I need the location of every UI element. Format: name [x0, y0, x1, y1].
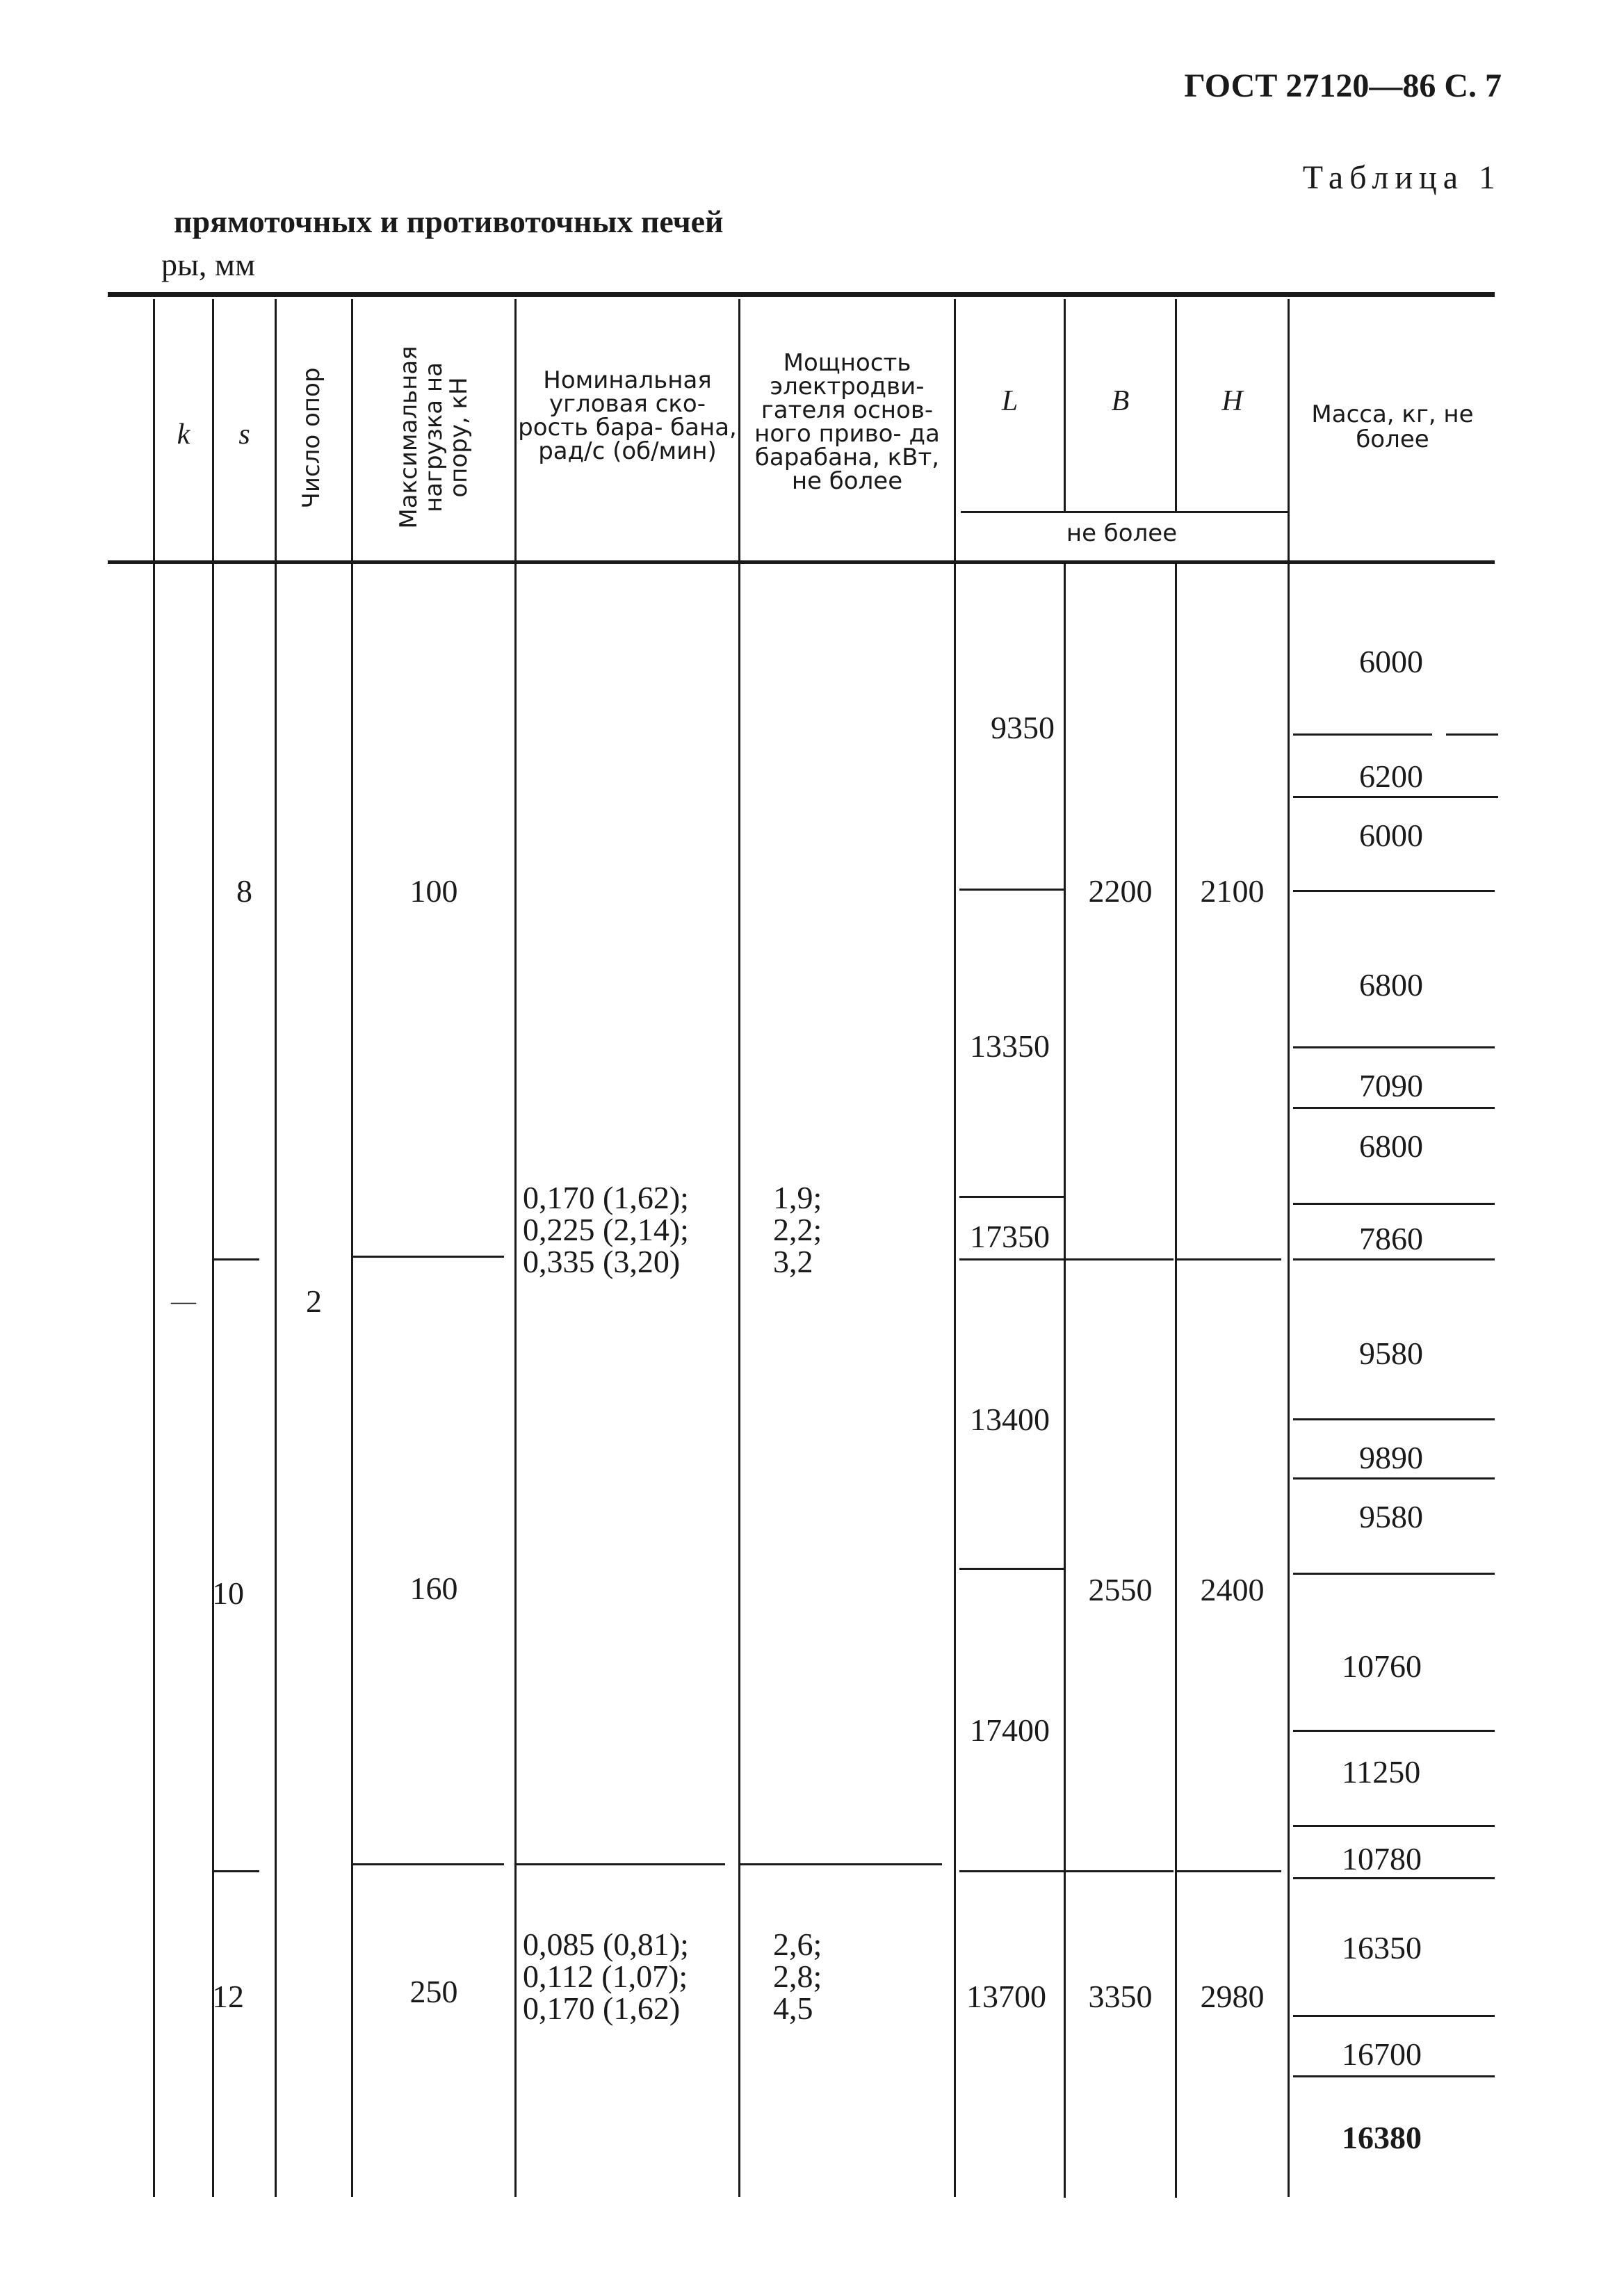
col-header-s: s	[238, 419, 250, 451]
H-divider	[1177, 1258, 1281, 1260]
load-divider	[351, 1256, 504, 1258]
mass-value: 6000	[1359, 644, 1423, 679]
L-divider	[959, 1870, 1064, 1872]
col-rule	[1175, 564, 1177, 2198]
power-label: Мощность электродви- гателя основ- ного приво- да барабана, кВт, не более	[754, 349, 940, 495]
L-divider	[959, 889, 1064, 891]
load-value-group3: 250	[409, 1974, 458, 2009]
speed-label: Номинальная угловая ско- рость бара- бана, рад/с (об/мин)	[518, 366, 737, 465]
mass-divider	[1293, 2015, 1495, 2017]
mass-value: 16380	[1342, 2120, 1422, 2155]
table-label: Таблица 1	[1302, 159, 1502, 196]
L-divider	[959, 1568, 1064, 1570]
B-value-group1: 2200	[1088, 873, 1153, 909]
s-divider	[212, 1870, 259, 1872]
dims-not-more-label: не более	[1066, 519, 1178, 547]
power-values-a: 1,9; 2,2; 3,2	[773, 1180, 822, 1279]
k-value: —	[171, 1287, 196, 1315]
dims-subheader-rule	[961, 511, 1288, 513]
mass-value: 7860	[1359, 1221, 1423, 1256]
mass-value: 9890	[1359, 1440, 1423, 1475]
mass-divider	[1293, 1730, 1495, 1732]
s-value-group2: 10	[212, 1575, 244, 1611]
col-header-H: H	[1221, 385, 1243, 417]
mass-divider	[1293, 1477, 1495, 1479]
supports-value: 2	[306, 1283, 322, 1319]
mass-value: 6800	[1359, 967, 1423, 1003]
mass-value: 10780	[1342, 1841, 1422, 1876]
mass-divider	[1446, 733, 1498, 736]
col-header-supports: Число опор	[298, 367, 325, 509]
speed-power-divider	[740, 1863, 942, 1865]
load-value-group2: 160	[409, 1571, 458, 1606]
table-title-fragment: прямоточных и противоточных печей	[174, 204, 724, 239]
col-rule	[954, 299, 956, 2197]
B-divider	[1066, 1258, 1174, 1260]
L-value: 13400	[970, 1402, 1050, 1437]
col-rule	[351, 299, 353, 2197]
mass-label: Масса, кг, не более	[1311, 400, 1474, 453]
col-header-power	[741, 351, 953, 493]
L-divider	[959, 1258, 1064, 1260]
mass-divider	[1293, 1825, 1495, 1827]
col-header-speed	[518, 368, 737, 463]
table-top-rule	[108, 292, 1495, 297]
L-value: 17400	[970, 1712, 1050, 1748]
speed-values-b: 0,085 (0,81); 0,112 (1,07); 0,170 (1,62)	[523, 1927, 689, 2026]
standard-number: ГОСТ 27120—86 С. 7	[1184, 67, 1502, 104]
H-value-group2: 2400	[1200, 1572, 1265, 1607]
mass-value: 9580	[1359, 1499, 1423, 1534]
mass-value: 6000	[1359, 818, 1423, 853]
col-rule	[1288, 299, 1290, 2197]
H-value-group1: 2100	[1200, 873, 1265, 909]
H-value-group3: 2980	[1200, 1979, 1265, 2014]
s-value-group3: 12	[212, 1979, 244, 2014]
speed-values-a: 0,170 (1,62); 0,225 (2,14); 0,335 (3,20)	[523, 1180, 689, 1279]
col-rule	[1064, 564, 1066, 2198]
B-divider	[1066, 1870, 1174, 1872]
col-rule	[153, 299, 155, 2197]
mass-value: 6200	[1359, 759, 1423, 794]
col-header-max-load	[396, 326, 473, 549]
mass-divider	[1293, 733, 1432, 736]
mass-divider	[1293, 2075, 1495, 2077]
H-divider	[1177, 1870, 1281, 1872]
s-value-group1: 8	[236, 873, 252, 909]
s-divider	[212, 1258, 259, 1260]
mass-divider	[1293, 1573, 1495, 1575]
header-bottom-rule	[108, 560, 1495, 564]
col-header-L: L	[1001, 385, 1018, 417]
mass-value: 6800	[1359, 1128, 1423, 1164]
mass-divider	[1293, 1046, 1495, 1048]
mass-divider	[1293, 1107, 1495, 1109]
L-value-group3: 13700	[966, 1979, 1046, 2014]
mass-value: 11250	[1342, 1754, 1421, 1790]
mass-value: 16350	[1342, 1930, 1422, 1965]
mass-divider	[1293, 796, 1498, 798]
mass-value: 7090	[1359, 1068, 1423, 1103]
col-header-mass	[1292, 402, 1493, 452]
mass-value: 9580	[1359, 1336, 1423, 1371]
col-header-B: B	[1111, 385, 1130, 417]
col-rule	[275, 299, 277, 2197]
mass-divider	[1293, 1258, 1495, 1260]
col-header-k: k	[177, 419, 190, 451]
col-rule	[514, 299, 517, 2197]
L-value: 17350	[970, 1219, 1050, 1254]
power-values-b: 2,6; 2,8; 4,5	[773, 1927, 822, 2026]
load-value-group1: 100	[409, 873, 458, 909]
max-load-label: Максимальная нагрузка на опору, кН	[395, 346, 473, 529]
L-value: 9350	[991, 710, 1055, 745]
load-divider	[351, 1863, 504, 1865]
col-rule	[212, 299, 214, 2197]
L-divider	[959, 1196, 1064, 1198]
col-rule	[738, 299, 740, 2197]
mass-value: 10760	[1342, 1648, 1422, 1684]
mass-divider	[1293, 1203, 1495, 1205]
B-value-group3: 3350	[1088, 1979, 1153, 2014]
mass-value: 16700	[1342, 2036, 1422, 2072]
speed-power-divider	[517, 1863, 725, 1865]
mass-divider	[1293, 890, 1495, 892]
mass-divider	[1293, 1418, 1495, 1420]
mass-divider	[1293, 1877, 1495, 1879]
L-value: 13350	[970, 1028, 1050, 1064]
units-fragment: ры, мм	[161, 247, 256, 282]
B-value-group2: 2550	[1088, 1572, 1153, 1607]
